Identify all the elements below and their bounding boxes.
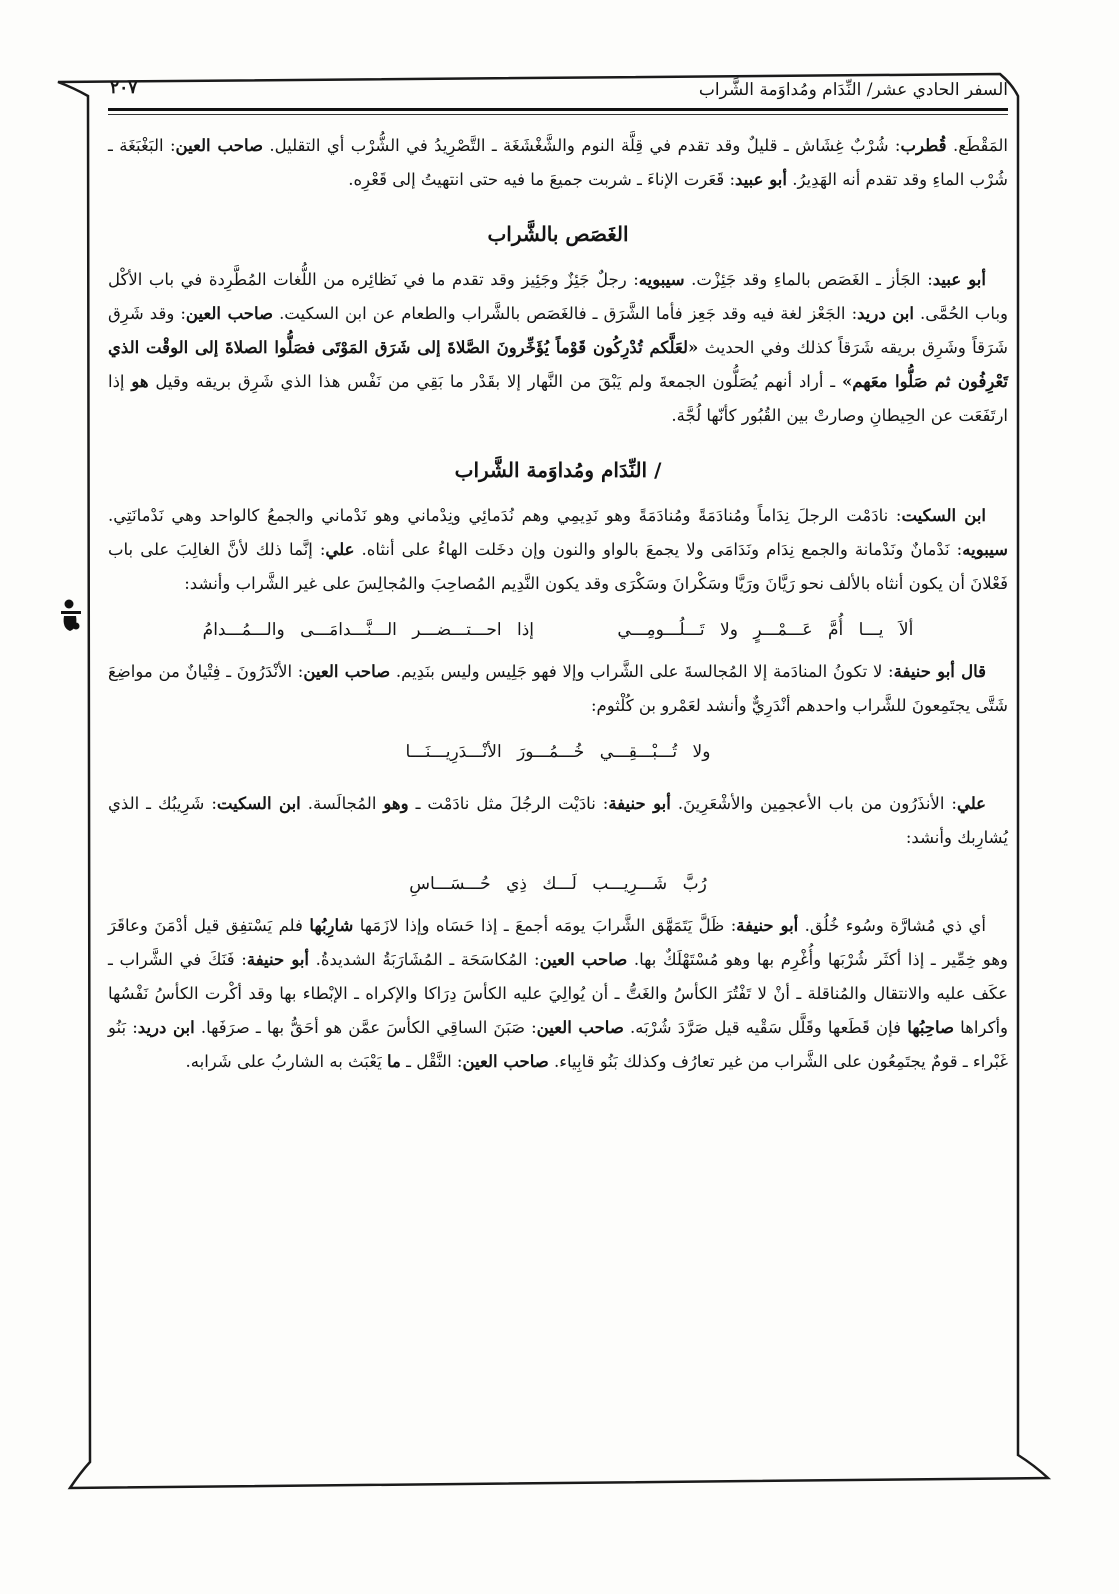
verse-1-first-hemistich: ألاَ يـــا أُمَّ عَـــمْـــرٍ ولا تَـــلُـــومِـــي	[617, 620, 914, 640]
paragraph-2: أبو عبيد: الجَأز ـ الغَصَص بالماءِ وقد جَئِزْت. سيبويه: رجلٌ جَئِزٌ وجَئِيز وقد تقدم ما في نَظائِره من اللُّغات المُطَّرِدة في باب الأكْل وباب الحُمَّى. ابن دريد: الجَعْز لغة فيه وقد جَعِز فأما الشَّرَق ـ فالغَصَص بالشَّراب والطعام عن ابن السكيت. صاحب العين: وقد شَرِق شَرَقاً وشَرِق بريقه شَرَقاً كذلك وفي الحديث «لعَلَّكم تُدْرِكُون قَوْماً يُؤَخِّرونَ الصَّلاةَ إلى شَرَق المَوْتَى فصَلُّوا الصلاةَ إلى الوقْت الذي تَعْرِفُون ثم صَلُّوا معَهم» ـ أراد أنهم يُصَلُّون الجمعةَ ولم يَبْقَ من النَّهار إلا بقَدْر ما بَقِي من نَفْس هذا الذي شَرِق بريقه وقيل هو إذا ارتَفَعَت عن الحِيطانِ وصارتْ بين القُبُور كأنّها لُجَّة.	[108, 270, 1009, 425]
page-number: ٢٠٧	[110, 78, 138, 98]
paragraph-4: قال أبو حنيفة: لا تكونُ المنادَمة إلا المُجالسةَ على الشَّراب وإلا فهو جَلِيس وليس بنَدِيم. صاحب العين: الأنْدَرُونَ ـ فِتْيانٌ من مواضِعَ شَتَّى يجتَمِعونَ للشَّراب واحدهم أنْدَرِيٌّ وأنشد لعَمْرو بن كُلْثوم:	[108, 662, 1008, 715]
verse-1-second-hemistich: إذا احـــتـــضـــر الـــنَّـــدامَـــى والـــمُـــدامُ	[202, 620, 534, 640]
paragraph-6: أي ذي مُشارَّة وسُوء خُلُق. أبو حنيفة: ظَلَّ يَتَمَهَّق الشَّرابَ يومَه أجمعَ ـ إذا حَسَاه وإذا لازَمَها شارِبُها فلم يَسْتفِق قيل أدْمَنَ وعاقَرَ وهو خِمِّير ـ إذا أكثَر شُرْبَها وأُغْرِم بها وهو مُسْتَهْلَكٌ بها. صاحب العين: المُكاسَحَة ـ المُشَارَبَةُ الشديدةُ. أبو حنيفة: فَنَكَ في الشَّراب ـ عكَف عليه والانتقال والمُناقلة ـ أنْ لا تَفْتُرَ الكأسُ والغَتُّ ـ أن يُوالِيَ عليه الكأسَ دِرَاكا والإكراه ـ الإبْطاء بها وقد أكْرت الكأسُ نَفْسُها وأكراها صاحِبُها فإن قَطَعها وقَلَّل سَقْيه قيل صَرَّدَ شُرْبَه. صاحب العين: صَبَنَ الساقِي الكأسَ عمَّن هو أحَقُّ بها ـ صرَفَها. ابن دريد: بَنُو غَبْراء ـ قومٌ يجتَمِعُون على الشَّراب من غير تعارُف وكذلك بَنُو قابِياء. صاحب العين: النَّقْل ـ ما يَعْبَث به الشاربُ على شَرابه.	[108, 916, 1008, 1071]
section-heading-nidam: / النِّدَام ومُداوَمة الشَّراب	[454, 458, 662, 482]
margin-ornament-icon	[56, 598, 86, 634]
paragraph-3: ابن السكيت: نادَمْت الرجلَ نِدَاماً ومُنادَمَةً ومُنادَمَةً وهو نَدِيمِي وهم نُدَمائِي ونِدْماني وهو نَدْماني والجمعُ كالواحد وهي نَدْمانَتِي. سيبويه: نَدْمانٌ ونَدْمانة والجمع نِدَام ونَدَامَى ولا يجمعَ بالواو والنون وإن دخَلت الهاءُ على أنثاه. علي: إنَّما ذلك لأنَّ الغالِبَ على باب فَعْلانَ أن يكون أنثاه بالألف نحو رَيَّانَ ورَيَّا وسَكْرانَ وسَكْرَى وقد يكون النَّدِيم المُصاحِبَ والمُجالِسَ على غير الشَّراب وأنشد:	[108, 506, 1008, 593]
running-head	[108, 76, 1008, 104]
section-heading-ghasas: الغَصَص بالشَّراب	[487, 222, 629, 246]
book-page	[108, 76, 1008, 1079]
verse-3: رُبَّ شَـــرِيـــب لَـــك ذِي حُـــسَـــاسِ	[409, 874, 707, 894]
header-rule-thin	[108, 114, 1008, 115]
header-rule-thick	[108, 108, 1008, 111]
verse-1	[108, 613, 1008, 647]
paragraph-5: علي: الأنذَرُون من باب الأعجمِين والأشْعَرِينَ. أبو حنيفة: نادَيْت الرجُلَ مثل نادَمْت ـ وهو المُجالَسة. ابن السكيت: شَرِيبُك ـ الذي يُشارِبك وأنشد:	[108, 794, 1008, 847]
verse-2: ولا تُـــبْـــقِـــي خُـــمُـــورَ الأنْـــدَرِيـــنَـــا	[405, 742, 711, 762]
paragraph-1: المَقْطَع. قُطرب: شُرْبٌ غِشَاش ـ قليلٌ وقد تقدم في قِلَّة النوم والشَّغْشَغَة ـ التَّصْرِيدُ في الشُّرْب أي التقليل. صاحب العين: البَغْبَغَة ـ شُرْب الماءِ وقد تقدم أنه الهَدِيرُ. أبو عبيد: قَعَرت الإناءَ ـ شربت جميعَ ما فيه حتى انتهيتُ إلى قَعْرِه.	[108, 136, 1009, 189]
running-title: السفر الحادي عشر/ النِّدَام ومُداوَمة الشَّراب	[698, 80, 1008, 100]
